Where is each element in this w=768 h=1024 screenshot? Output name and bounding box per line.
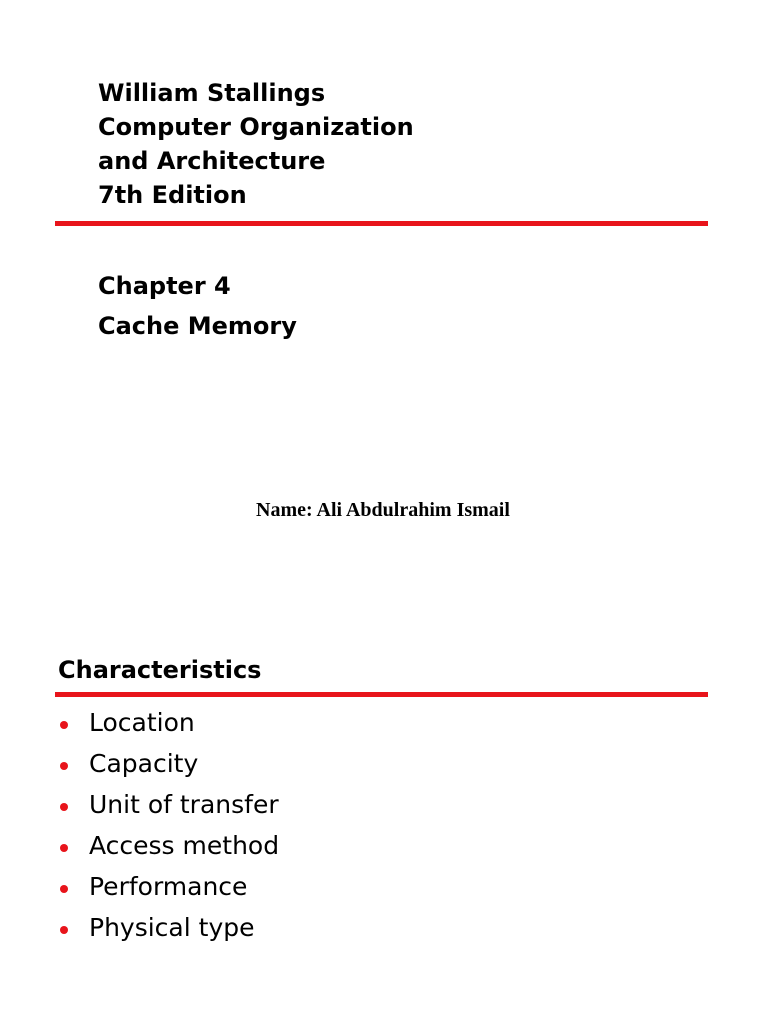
characteristics-list: [60, 702, 279, 948]
bullet-icon: [60, 721, 68, 729]
list-item: [60, 743, 279, 784]
book-title: [98, 76, 414, 212]
list-item: [60, 866, 279, 907]
chapter-name: Cache Memory: [98, 312, 297, 340]
chapter-heading: [98, 266, 297, 346]
bullet-icon: [60, 762, 68, 770]
list-item-label: Unit of transfer: [89, 790, 279, 819]
author-name: Name: Ali Abdulrahim Ismail: [256, 499, 510, 521]
title-line-author: William Stallings: [98, 79, 326, 107]
list-item-label: Capacity: [89, 749, 199, 778]
list-item: [60, 702, 279, 743]
list-item-label: Access method: [89, 831, 280, 860]
list-item-label: Physical type: [89, 913, 255, 942]
section-heading: Characteristics: [58, 656, 262, 684]
list-item: [60, 907, 279, 948]
title-line-edition: 7th Edition: [98, 181, 247, 209]
bullet-icon: [60, 885, 68, 893]
bullet-icon: [60, 803, 68, 811]
list-item: [60, 825, 279, 866]
list-item-label: Performance: [89, 872, 248, 901]
red-divider-top: [55, 221, 708, 226]
list-item: [60, 784, 279, 825]
list-item-label: Location: [89, 708, 195, 737]
bullet-icon: [60, 844, 68, 852]
chapter-number: Chapter 4: [98, 272, 231, 300]
red-divider-section: [55, 692, 708, 697]
title-line-book-1: Computer Organization: [98, 113, 414, 141]
bullet-icon: [60, 926, 68, 934]
title-line-book-2: and Architecture: [98, 147, 326, 175]
